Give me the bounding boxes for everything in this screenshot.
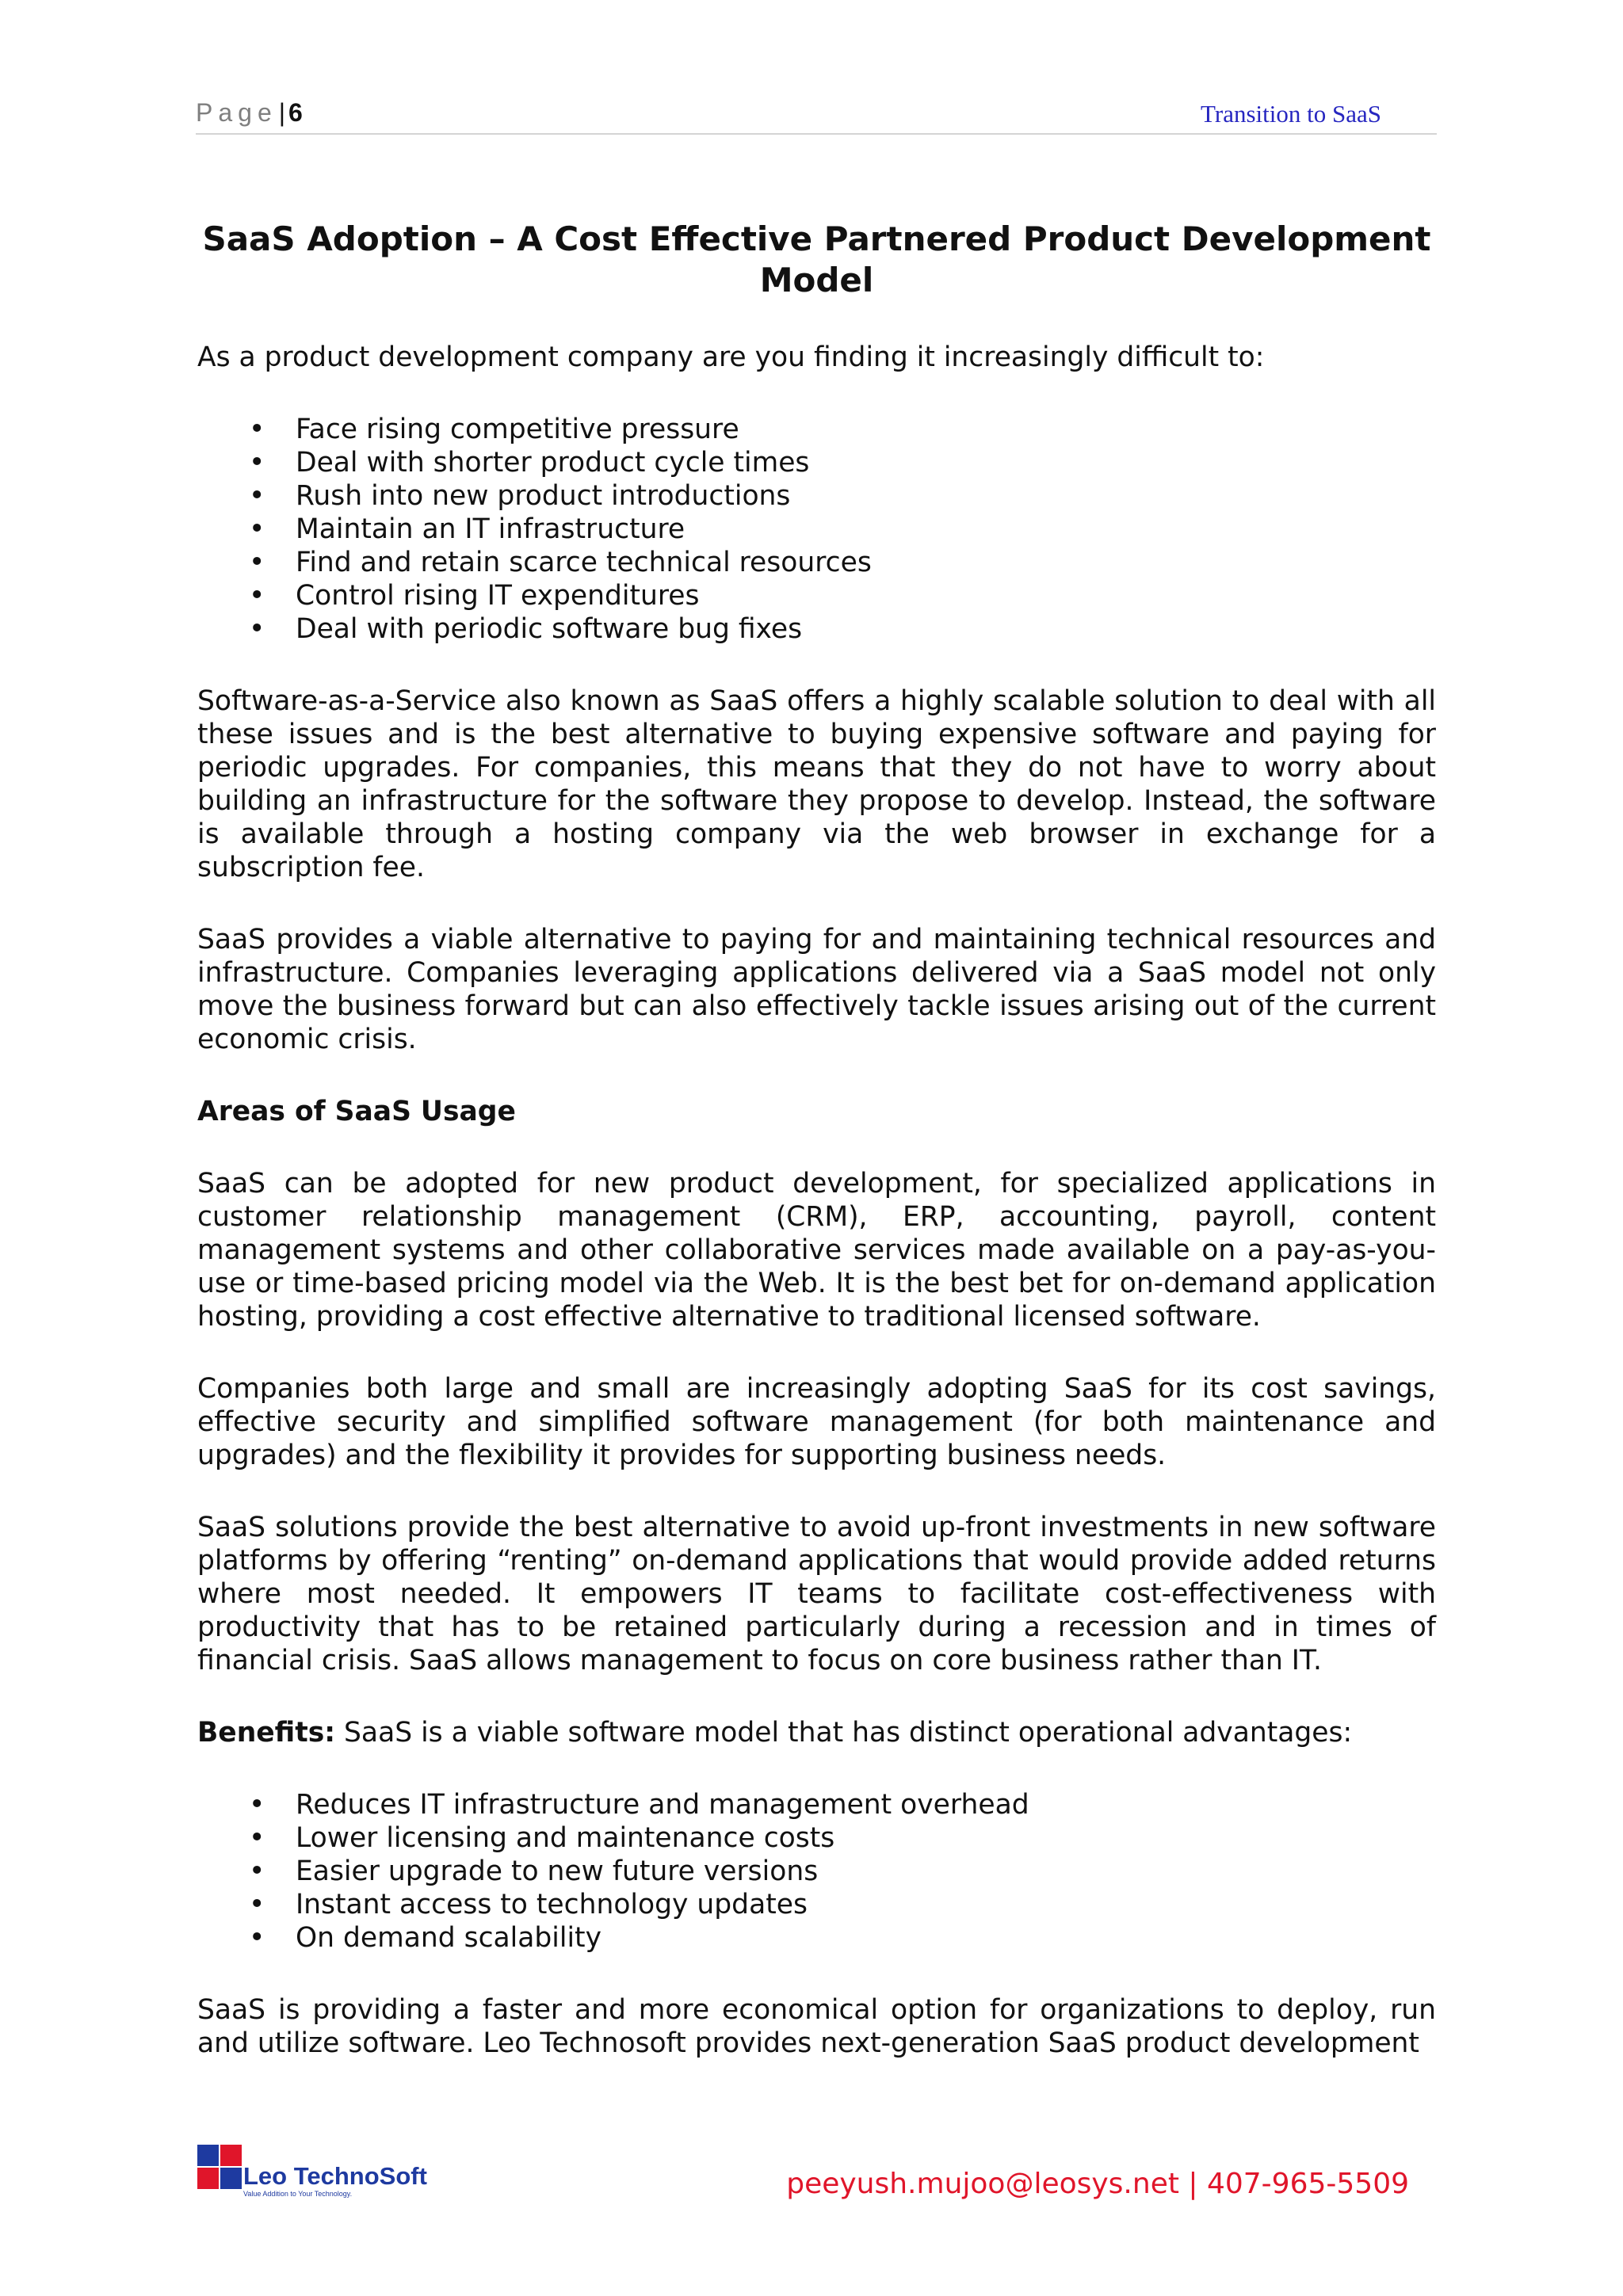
logo-name: Leo TechnoSoft [243,2162,427,2190]
saas-definition-paragraph: Software-as-a-Service also known as SaaS offers a highly scalable solution to deal with all these issues and is the best alternative to buying expensive software and paying for periodic upgrades. For companies, this means that they do not have to worry about building an infrastructure for the software they propose to develop. Instead, the software is available through a hosting company via the web browser in exchange for a subscription fee. [197,685,1436,883]
intro-paragraph: As a product development company are you finding it increasingly difficult to: [197,341,1265,373]
contact-info: peeyush.mujoo@leosys.net | 407-965-5509 [786,2168,1409,2200]
main-content [197,219,1436,2099]
list-item: • Rush into new product introductions [197,479,1436,513]
list-item: • Reduces IT infrastructure and management overhead [197,1788,1436,1821]
list-item: • Lower licensing and maintenance costs [197,1821,1436,1855]
list-item: • Deal with shorter product cycle times [197,446,1436,479]
usage-paragraph: SaaS can be adopted for new product development, for specialized applications in customer relationship management (CRM), ERP, accounting, payroll, content management systems and other collaborative services made available on a pay-as-you-use or time-based pricing model via the Web. It is the best bet for on-demand application hosting, providing a cost effective alternative to traditional licensed software. [197,1168,1436,1333]
logo-square-icon [197,2145,219,2166]
saas-alternative-paragraph: SaaS provides a viable alternative to paying for and maintaining technical resources and infrastructure. Companies leveraging applications delivered via a SaaS model not only move the business forward but can also effectively tackle issues arising out of the current economic crisis. [197,924,1436,1055]
page-word: Page [196,98,277,127]
list-item: • Instant access to technology updates [197,1888,1436,1921]
page-title: SaaS Adoption – A Cost Effective Partnered Product Development Model [202,219,1431,299]
document-title-header: Transition to SaaS [1201,100,1381,128]
benefits-label: Benefits: [197,1717,336,1749]
benefits-text: SaaS is a viable software model that has distinct operational advantages: [335,1717,1353,1749]
list-item: • Easier upgrade to new future versions [197,1855,1436,1888]
logo-square-icon [220,2168,242,2189]
solutions-paragraph: SaaS solutions provide the best alternative to avoid up-front investments in new software platforms by offering “renting” on-demand applications that would provide added returns where most needed. It empowers IT teams to facilitate cost-effectiveness with productivity that has to be retained particularly during a recession and in times of financial crisis. SaaS allows management to focus on core business rather than IT. [197,1512,1436,1676]
adoption-paragraph: Companies both large and small are increasingly adopting SaaS for its cost savings, effective security and simplified software management (for both maintenance and upgrades) and the flexibility it provides for supporting business needs. [197,1373,1436,1471]
closing-paragraph: SaaS is providing a faster and more economical option for organizations to deploy, run and utilize software. Leo Technosoft provides next-generation SaaS product development [197,1994,1436,2059]
page-number: 6 [288,98,303,127]
list-item: • Face rising competitive pressure [197,413,1436,446]
header-separator: | [278,98,286,127]
section-heading: Areas of SaaS Usage [197,1096,516,1127]
page-number-label [196,98,303,128]
list-item: • On demand scalability [197,1921,1436,1955]
logo-square-icon [197,2168,219,2189]
logo-square-icon [220,2145,242,2166]
benefits-intro [197,1716,1436,1749]
challenges-list [197,413,1436,646]
benefits-list [197,1788,1436,1955]
list-item: • Maintain an IT infrastructure [197,513,1436,546]
list-item: • Control rising IT expenditures [197,579,1436,612]
logo-tagline: Value Addition to Your Technology. [243,2190,353,2198]
list-item: • Find and retain scarce technical resources [197,546,1436,579]
list-item: • Deal with periodic software bug fixes [197,612,1436,646]
company-logo [197,2145,459,2198]
header-divider [196,133,1437,135]
